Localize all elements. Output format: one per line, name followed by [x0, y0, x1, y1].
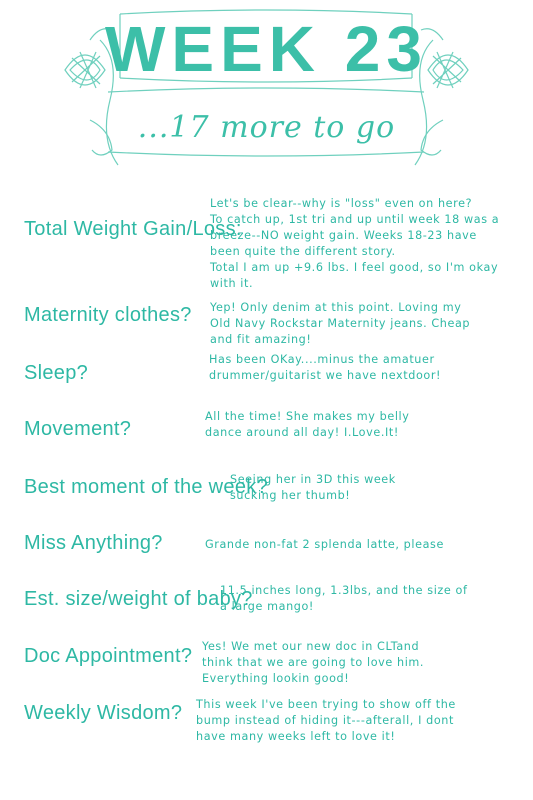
- question-sleep: Sleep?: [24, 362, 89, 384]
- page-subtitle: ...17 more to go: [137, 110, 396, 145]
- answer-sleep: Has been OKay....minus the amatuer drummer/guitarist we have nextdoor!: [209, 353, 442, 382]
- question-doc-appointment: Doc Appointment?: [24, 645, 193, 667]
- question-maternity-clothes: Maternity clothes?: [24, 304, 192, 326]
- answer-doc-appointment: Yes! We met our new doc in CLTand think that we are going to love him. Everything lookin good!: [202, 640, 425, 685]
- answer-baby-size: 11.5 inches long, 1.3lbs, and the size of a large mango!: [220, 584, 468, 613]
- answer-best-moment: Seeing her in 3D this week sucking her thumb!: [230, 473, 396, 502]
- question-miss-anything: Miss Anything?: [24, 532, 163, 554]
- answer-movement: All the time! She makes my belly dance around all day! I.Love.It!: [205, 410, 410, 439]
- question-weekly-wisdom: Weekly Wisdom?: [24, 702, 183, 724]
- answer-miss-anything: Grande non-fat 2 splenda latte, please: [205, 538, 444, 551]
- answer-maternity-clothes: Yep! Only denim at this point. Loving my Old Navy Rockstar Maternity jeans. Cheap and fit amazing!: [210, 301, 471, 346]
- question-baby-size: Est. size/weight of baby?: [24, 588, 253, 610]
- question-movement: Movement?: [24, 418, 132, 440]
- question-weight-gain: Total Weight Gain/Loss:: [24, 218, 242, 240]
- question-best-moment: Best moment of the week?: [24, 476, 268, 498]
- page-title: WEEK 23: [105, 13, 428, 85]
- answer-weight-gain: Let's be clear--why is "loss" even on here? To catch up, 1st tri and up until week 18 was a breeze--NO weight gain. Weeks 18-23 have been quite the different story. Total I am up +9.6 lbs. I feel good, so I'm okay with it.: [210, 197, 500, 290]
- answer-weekly-wisdom: This week I've been trying to show off the bump instead of hiding it---afterall, I dont have many weeks left to love it!: [196, 698, 456, 743]
- header-frame: [0, 0, 533, 175]
